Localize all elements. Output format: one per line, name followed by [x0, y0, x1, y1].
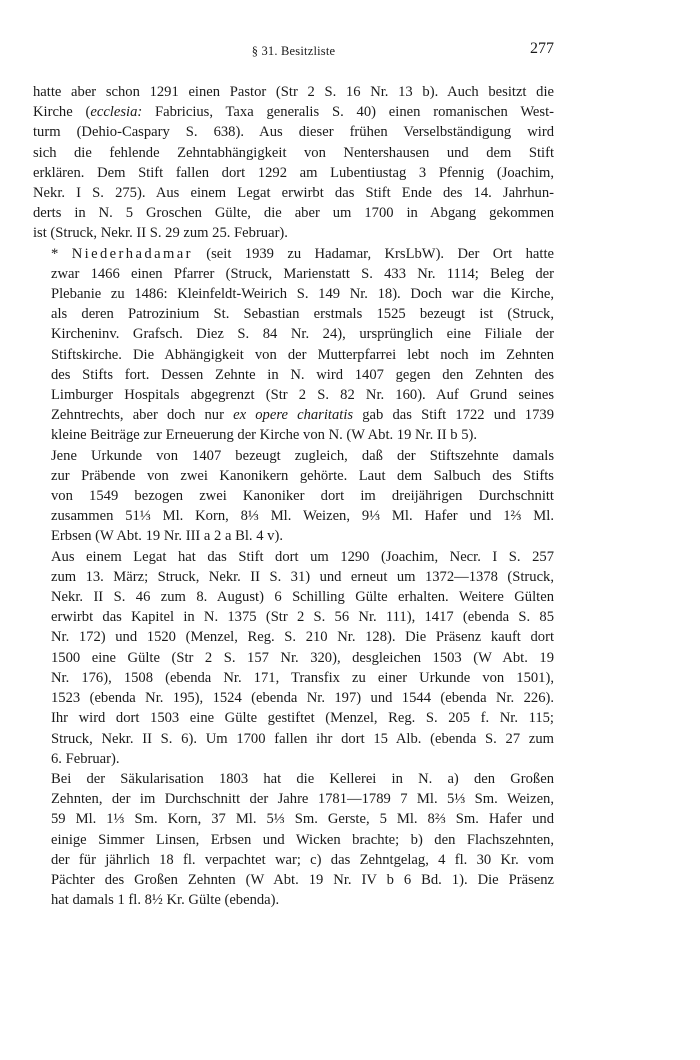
text-line: Nr. 176), 1508 (ebenda Nr. 171, Transfix zu einer Urkunde von 1501),	[51, 669, 554, 686]
text-line: zwar 1466 einen Pfarrer (Struck, Marienstatt S. 433 Nr. 1114; Beleg der	[51, 265, 554, 282]
text-line: erklären. Dem Stift fallen dort 1292 am Lubentiustag 3 Pfennig (Joachim,	[33, 164, 554, 181]
text-line: 1500 eine Gülte (Str 2 S. 157 Nr. 320), desgleichen 1503 (W Abt. 19	[51, 649, 554, 666]
page-number: 277	[530, 40, 554, 57]
text-line: Struck, Nekr. II S. 6). Um 1700 fallen ihr dort 15 Alb. (ebenda S. 27 zum	[51, 730, 554, 747]
text-line: ist (Struck, Nekr. II S. 29 zum 25. Februar).	[33, 225, 288, 242]
body-text	[33, 82, 554, 910]
running-head: § 31. Besitzliste	[251, 44, 336, 58]
text-line: derts in N. 5 Groschen Gülte, die aber um 1700 in Abgang gekommen	[33, 205, 554, 222]
text-line: Jene Urkunde von 1407 bezeugt zugleich, daß der Stiftszehnte damals	[51, 447, 554, 464]
text-line: Kircheninv. Grafsch. Diez S. 84 Nr. 24), ursprünglich eine Filiale der	[51, 326, 554, 343]
text-line: der für jährlich 18 fl. verpachtet war; c) das Zehntgelag, 4 fl. 30 Kr. vom	[51, 851, 554, 868]
text-line: Zehntrechts, aber doch nur ex opere charitatis gab das Stift 1722 und 1739	[51, 407, 554, 424]
text-line: Nekr. II S. 46 zum 8. August) 6 Schilling Gülte erhalten. Weitere Gülten	[51, 589, 554, 606]
text-line: als deren Patrozinium St. Sebastian erstmals 1525 bezeugt ist (Struck,	[51, 306, 554, 323]
text-line: Nekr. I S. 275). Aus einem Legat erwirbt das Stift Ende des 14. Jahrhun-	[33, 185, 554, 202]
text-line: Plebanie zu 1486: Kleinfeldt-Weirich S. 149 Nr. 18). Doch war die Kirche,	[51, 286, 554, 303]
paragraph-4	[33, 547, 554, 769]
paragraph-1	[33, 82, 554, 244]
text-line: des Stifts fort. Dessen Zehnte in N. wird 1407 gegen den Zehnten des	[51, 366, 554, 383]
paragraph-5	[33, 769, 554, 910]
text-line: zusammen 51⅓ Ml. Korn, 8⅓ Ml. Weizen, 9⅓ Ml. Hafer und 1⅔ Ml.	[51, 508, 554, 525]
text-line: Limburger Hospitals abgegrenzt (Str 2 S. 82 Nr. 160). Auf Grund seines	[51, 387, 554, 404]
text-line: 6. Februar).	[51, 750, 120, 767]
text-line: turm (Dehio-Caspary S. 638). Aus dieser frühen Verselbständigung wird	[33, 124, 554, 141]
text-line: Aus einem Legat hat das Stift dort um 1290 (Joachim, Necr. I S. 257	[51, 548, 554, 565]
text-line: Bei der Säkularisation 1803 hat die Kellerei in N. a) den Großen	[51, 770, 554, 787]
text-line: hat damals 1 fl. 8½ Kr. Gülte (ebenda).	[51, 892, 280, 909]
page-header	[33, 40, 554, 66]
text-line: erwirbt das Kapitel in N. 1375 (Str 2 S. 56 Nr. 111), 1417 (ebenda S. 85	[51, 609, 554, 626]
text-line: Kirche (ecclesia: Fabricius, Taxa generalis S. 40) einen romanischen West-	[33, 104, 554, 121]
text-line: Zehnten, der im Durchschnitt der Jahre 1781—1789 7 Ml. 5⅓ Sm. Weizen,	[51, 791, 554, 808]
text-line: Ihr wird dort 1503 eine Gülte gestiftet (Menzel, Reg. S. 205 f. Nr. 115;	[51, 710, 554, 727]
text-line: von 1549 bezogen zwei Kanoniker dort im dreijährigen Durchschnitt	[51, 488, 554, 505]
text-line: Erbsen (W Abt. 19 Nr. III a 2 a Bl. 4 v).	[51, 528, 283, 545]
text-line: Nr. 172) und 1520 (Menzel, Reg. S. 210 Nr. 128). Die Präsenz kauft dort	[51, 629, 554, 646]
paragraph-2	[33, 244, 554, 446]
text-line: 59 Ml. 1⅓ Sm. Korn, 37 Ml. 5⅓ Sm. Gerste, 5 Ml. 8⅔ Sm. Hafer und	[51, 811, 554, 828]
text-line: hatte aber schon 1291 einen Pastor (Str 2 S. 16 Nr. 13 b). Auch besitzt die	[33, 84, 554, 100]
paragraph-3	[33, 446, 554, 547]
text-line: zur Präbende von zwei Kanonikern gehörte. Laut dem Salbuch des Stifts	[51, 467, 554, 484]
text-line: * Niederhadamar (seit 1939 zu Hadamar, KrsLbW). Der Ort hatte	[51, 245, 554, 262]
text-line: sich die fehlende Zehntabhängigkeit von Nentershausen und dem Stift	[33, 144, 554, 161]
text-line: kleine Beiträge zur Erneuerung der Kirche von N. (W Abt. 19 Nr. II b 5).	[51, 427, 478, 444]
text-line: zum 13. März; Struck, Nekr. II S. 31) und erneut um 1372—1378 (Struck,	[51, 568, 554, 585]
text-line: Stiftskirche. Die Abhängigkeit von der Mutterpfarrei lebt noch im Zehnten	[51, 346, 554, 363]
text-line: 1523 (ebenda Nr. 195), 1524 (ebenda Nr. 197) und 1544 (ebenda Nr. 226).	[51, 690, 554, 707]
text-line: einige Simmer Linsen, Erbsen und Wicken brachte; b) den Flachszehnten,	[51, 831, 554, 848]
text-line: Pächter des Großen Zehnten (W Abt. 19 Nr. IV b 6 Bd. 1). Die Präsenz	[51, 871, 554, 888]
